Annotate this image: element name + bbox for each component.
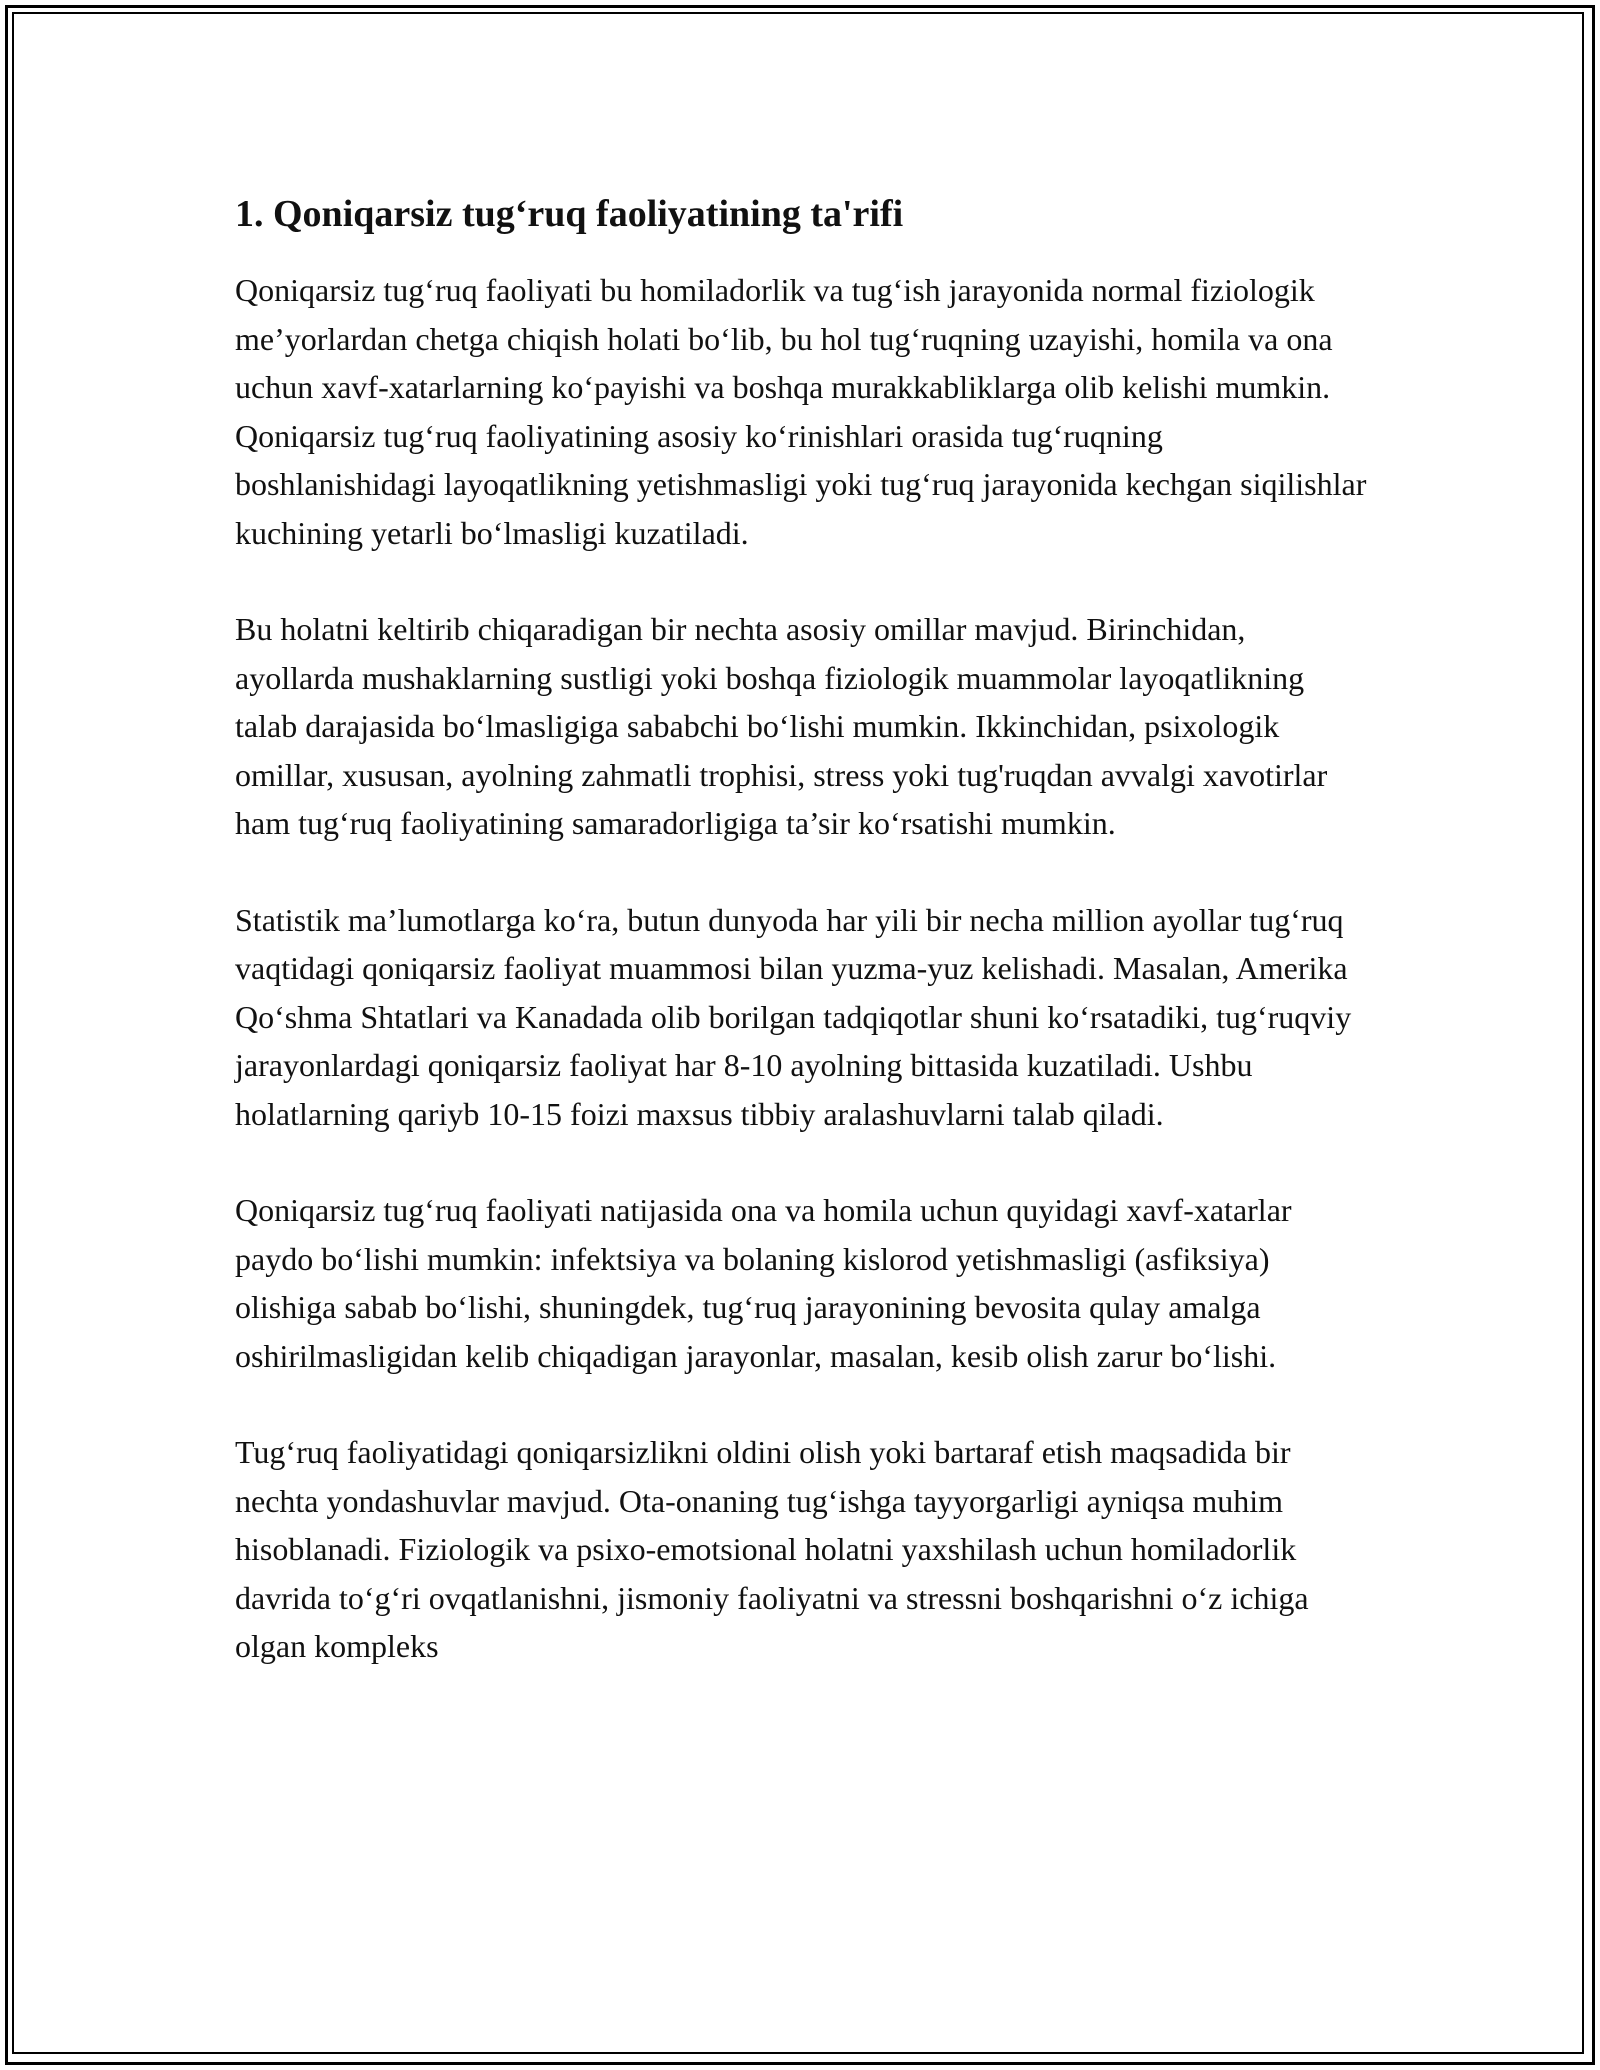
paragraph-risks: Qoniqarsiz tug‘ruq faoliyati natijasida ona va homila uchun quyidagi xavf-xatarlar paydo bo‘lishi mumkin: infektsiya va bolaning kislorod yetishmasligi (asfiksiya) olishiga sabab bo‘lishi, shuningdek, tug‘ruq jarayonining bevosita qulay amalga oshirilmasligidan kelib chiqadigan jarayonlar, masalan, kesib olish zarur bo‘lishi.: [235, 1192, 1292, 1374]
document-body: [235, 188, 1370, 1719]
paragraph-prevention: Tug‘ruq faoliyatidagi qoniqarsizlikni oldini olish yoki bartaraf etish maqsadida bir nechta yondashuvlar mavjud. Ota-onaning tug‘ishga tayyorgarligi ayniqsa muhim hisoblanadi. Fiziologik va psixo-emotsional holatni yaxshilash uchun homiladorlik davrida to‘g‘ri ovqatlanishni, jismoniy faoliyatni va stressni boshqarishni o‘z ichiga olgan kompleks: [235, 1434, 1309, 1664]
paragraph-statistics: Statistik ma’lumotlarga ko‘ra, butun dunyoda har yili bir necha million ayollar tug‘ruq vaqtidagi qoniqarsiz faoliyat muammosi bilan yuzma-yuz kelishadi. Masalan, Amerika Qo‘shma Shtatlari va Kanadada olib borilgan tadqiqotlar shuni ko‘rsatadiki, tug‘ruqviy jarayonlardagi qoniqarsiz faoliyat har 8-10 ayolning bittasida kuzatiladi. Ushbu holatlarning qariyb 10-15 foizi maxsus tibbiy aralashuvlarni talab qiladi.: [235, 901, 1352, 1132]
paragraph-causes: Bu holatni keltirib chiqaradigan bir nechta asosiy omillar mavjud. Birinchidan, ayollarda mushaklarning sustligi yoki boshqa fiziologik muammolar layoqatlikning talab darajasida bo‘lmasligiga sababchi bo‘lishi mumkin. Ikkinchidan, psixologik omillar, xususan, ayolning zahmatli trophisi, stress yoki tug'ruqdan avvalgi xavotirlar ham tug‘ruq faoliyatining samaradorligiga ta’sir ko‘rsatishi mumkin.: [235, 611, 1328, 841]
paragraph-definition: Qoniqarsiz tug‘ruq faoliyati bu homiladorlik va tug‘ish jarayonida normal fiziologik me’yorlardan chetga chiqish holati bo‘lib, bu hol tug‘ruqning uzayishi, homila va ona uchun xavf-xatarlarning ko‘payishi va boshqa murakkabliklarga olib kelishi mumkin. Qoniqarsiz tug‘ruq faoliyatining asosiy ko‘rinishlari orasida tug‘ruqning boshlanishidagi layoqatlikning yetishmasligi yoki tug‘ruq jarayonida kechgan siqilishlar kuchining yetarli bo‘lmasligi kuzatiladi.: [235, 272, 1367, 551]
section-heading: 1. Qoniqarsiz tug‘ruq faoliyatining ta'rifi: [235, 193, 904, 235]
